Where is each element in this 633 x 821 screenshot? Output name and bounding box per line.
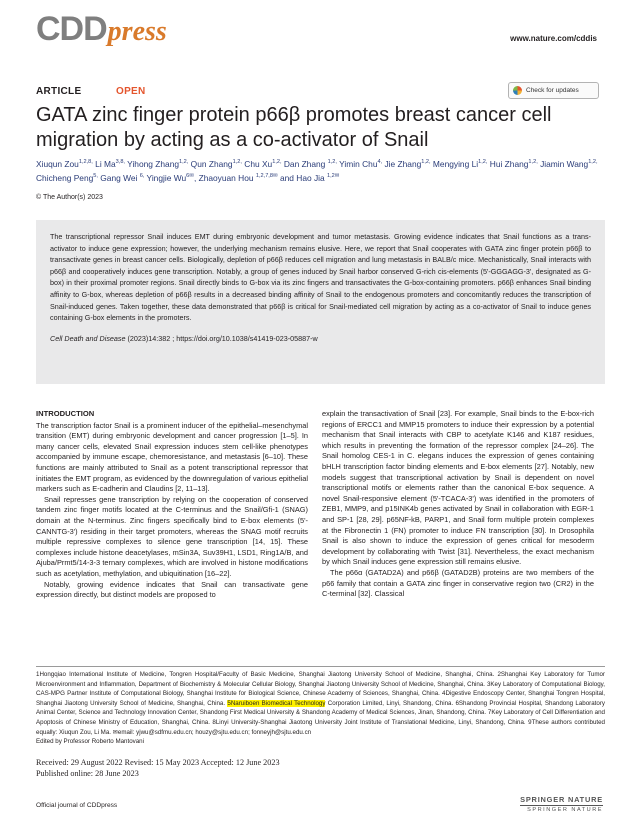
footer-journal-note: Official journal of CDDpress [36, 802, 118, 809]
affiliation-superscript[interactable]: 1,2, [232, 159, 242, 165]
affiliation-superscript[interactable]: 1,2, [478, 159, 488, 165]
abstract-box [36, 220, 605, 384]
citation-line [50, 334, 591, 343]
body-paragraph: The transcription factor Snail is a prominent inducer of the epithelial–mesenchymal transition (EMT) during embryonic development and cancer progression [1–5]. In many cancer cells, elevated Snail expression induces stem cell-like phenotypes accompanied by immune escape, chemoresistance, and metastasis [6–10]. These functions are mainly attributed to Snail as a potent transcriptional repressor that initiates the EMT program, as evidenced by the downregulation of various epithelial markers such as E-cadherin and Claudins [2, 11–13]. [36, 420, 308, 494]
check-for-updates-button[interactable] [508, 82, 599, 99]
affiliation-superscript[interactable]: 4, [377, 159, 383, 165]
affiliations-text-part2: Corporation Limited, Linyi, Shandong, China. 6Shandong Provincial Hospital, Shandong Laboratory Animal Center, Science and Technology Innovation Center, Shandong First Medical University & Shandong Academy of Medical Sciences, Jinan, Shandong, China. 7Key Laboratory of Cell Differentiation and Apoptosis of Chinese Ministry of Education, Shanghai, China. 8Linyi University-Shanghai Jiaotong University Joint Institute of Translational Medicine, Linyi, Shandong, China. 9These authors contributed equally: Xiuqun Zou, Li Ma. ✉email: yjwu@sdfmu.edu.cn; houzy@sjtu.edu.cn; fonneyjh@sjtu.edu.cn [36, 699, 605, 736]
affiliations-text-part1: 1Hongqiao International Institute of Medicine, Tongren Hospital/Faculty of Basic Medicine, Shanghai Jiaotong University School of Medicine, Shanghai, China. 2Shanghai Key Laboratory for Tumor Microenvironment and Inflammation, Department of Biochemistry & Molecular Cellular Biology, Shanghai Jiaotong University School of Medicine, Shanghai, China. 3Key Laboratory of Computational Biology, CAS-MPG Partner Institute of Computational Biology, Shanghai Institute for Biological Science, Chinese Academy of Sciences, Shanghai, China. 4Digestive Endoscopy Center, Shanghai Tongren Hospital, Shanghai Jiaotong University School of Medicine, Shanghai, China. [36, 671, 605, 707]
affiliations-block [36, 670, 605, 747]
body-column-left [36, 409, 308, 601]
published-online-date: Published online: 28 June 2023 [36, 768, 139, 778]
affiliation-superscript[interactable]: 1,2, [272, 159, 282, 165]
check-for-updates-label: Check for updates [526, 87, 579, 94]
affiliation-superscript[interactable]: 1,2,8, [78, 159, 93, 165]
site-url-link[interactable]: www.nature.com/cddis [510, 34, 597, 43]
body-paragraph: Snail represses gene transcription by relying on the cooperation of conserved tandem zinc finger motifs located at the C-terminus and the Snail/Gfi-1 (SNAG) domain at the N-terminus. Zinc fingers specifically bind to E-box elements (5'-CANNTG-3') residing in their target promoters, whereas the SNAG motif recruits multiple repressive complexes to silence gene transcription [14, 15]. These complexes include histone deacetylases, mSin3A, Suv39H1, LSD1, Ring1A/B, and Ajuba/Prmt5/14-3-3 ternary complexes, which are involved in histone modifications such as acetylation, methylation, and ubiquitination [16–22]. [36, 494, 308, 578]
article-type-label: ARTICLE [36, 86, 82, 97]
footnote-divider [36, 666, 605, 667]
crossmark-icon [513, 86, 522, 95]
copyright-notice: © The Author(s) 2023 [36, 194, 103, 201]
affiliation-superscript[interactable]: 1,2, [421, 159, 431, 165]
open-access-tag: OPEN [116, 86, 146, 97]
received-revised-accepted-dates: Received: 29 August 2022 Revised: 15 May 2023 Accepted: 12 June 2023 [36, 758, 280, 767]
affiliation-superscript[interactable]: 6✉ [186, 173, 194, 180]
publication-dates [36, 758, 280, 779]
body-paragraph: The p66α (GATAD2A) and p66β (GATAD2B) proteins are two members of the p66 family that contain a GATA zinc finger in conservative region two (CR2) in the C-terminal [32]. Classical [322, 567, 594, 599]
article-title: GATA zinc finger protein p66β promotes breast cancer cell migration by acting as a co-activator of Snail [36, 104, 552, 151]
affiliation-superscript[interactable]: 1,2,7,8✉ [255, 173, 278, 180]
affiliation-superscript[interactable]: 1,2, [528, 159, 538, 165]
publisher-logo-rule [520, 805, 603, 806]
author-list-text: Xiuqun Zou$^{1,2,8,}$ Li $Ma^{3,8,}$ Yihong Zhang$^{1,2,}$ Qun Zhang$^{1,2,}$ Chu $Xu^{1,2,}$ Dan Zhang $^{1,2,}$ Yimin Chu$^{4,}$ Jie Zhang$^{1,2,}$ Mengying $Li^{1,2,}$ Hui Zhang$^{1,2,}$ Jiamin Wang$^{1,2,}$ Chicheng Peng$^{5,}$ Gang Wei $^{6,}$ Yingjie $Wu^{6✉}$, Zhaoyuan Hou $^{1,2,7,8✉}$ and Hao Jia $^{1,2✉}$ [36, 158, 598, 184]
logo-sub-text: press [107, 16, 167, 47]
logo-main-text: CDD [36, 10, 107, 48]
body-paragraph: explain the transactivation of Snail [23]. For example, Snail binds to the E-box-rich regions of ERCC1 and MMP15 promoters to induce their expression by a potential mechanism that Snail interacts with CBP to acetylate K146 and K187 residues, which results in preventing the formation of the repressor complex [24–26]. The Snail homolog CES-1 in C. elegans induces the expression of genes containing bHLH transcription factor binding elements and E-box elements [27]. Notably, new models suggest that transcriptional activation by Snail is dependent on novel transcriptional motifs or elements rather than the canonical E-box sequence. A novel Snail-responsive element (5'-TCACA-3') was identified in the promoters of ZEB1, MMP9, and p15INK4b genes activated by Snail in collaboration with EGR-1 and SP-1 [28, 29]. p65NF-kB, PARP1, and Snail form multiple protein complexes at the Fibronectin 1 (FN) promoter to induce FN transcription [30]. In Drosophila Snail is also shown to induce the expression of genes critical for mesoderm development by collaborating with Twist [31]. Nevertheless, the exact mechanism by which Snail induces gene expression still remains elusive. [322, 409, 594, 567]
citation-doi-link[interactable]: (2023)14:382 ; https://doi.org/10.1038/s41419-023-05887-w [125, 333, 318, 343]
publisher-logo-text: SPRINGER NATURE [520, 795, 603, 804]
affiliation-superscript[interactable]: 1,2, [327, 159, 337, 165]
highlighted-affiliation: 5Naruiboen Biomedical Technology [227, 699, 326, 707]
publisher-logo-subtext: SPRINGER NATURE [527, 807, 603, 813]
affiliation-superscript[interactable]: 1,2✉ [327, 173, 340, 180]
abstract-text: The transcriptional repressor Snail induces EMT during embryonic development and tumor metastasis. Growing evidence indicates that Snail functions as a trans-activator to induce gene expression; however, the underlying mechanism remains elusive. Here, we report that Snail cooperates with GATA zinc finger protein p66β to transactivate genes in breast cancer cells. Biologically, depletion of p66β reduces cell migration and lung metastasis in BALB/c mice. Mechanistically, Snail interacts with p66β and cooperatively induces gene transcription. Notably, a group of genes induced by Snail harbor conserved G-rich cis-elements (5'-GGGAGG-3', designated as G-box) in their proximal promoter regions. Snail directly binds to G-box via its zinc fingers and transactivates the G-box-containing promoters. p66β enhances Snail binding affinity to G-box, whereas depletion of p66β results in a decreased binding affinity of Snail to the endogenous promoters and concomitantly reduces the transcription of Snail-induced genes. Taken together, these data demonstrated that p66β is critical for Snail-mediated cell migration by acting as a co-activator of Snail to induce genes containing G-box elements in the promoters. [50, 232, 591, 323]
affiliation-superscript[interactable]: 5, [93, 173, 98, 180]
affiliation-superscript[interactable]: 1,2, [588, 159, 598, 165]
author-list [36, 156, 606, 185]
affiliation-superscript[interactable]: 3,8, [115, 159, 125, 165]
edited-by-text: Edited by Professor Roberto Mantovani [36, 738, 144, 746]
affiliation-superscript[interactable]: 1,2, [179, 159, 189, 165]
body-column-right [322, 409, 594, 600]
section-heading-introduction: INTRODUCTION [36, 409, 95, 418]
publisher-logo [520, 795, 603, 813]
body-paragraph: Notably, growing evidence indicates that Snail can transactivate gene expression directly, but distinct models are proposed to [36, 579, 308, 600]
journal-logo [36, 10, 167, 49]
citation-journal: Cell Death and Disease [50, 333, 126, 343]
affiliation-superscript[interactable]: 6, [139, 173, 145, 180]
